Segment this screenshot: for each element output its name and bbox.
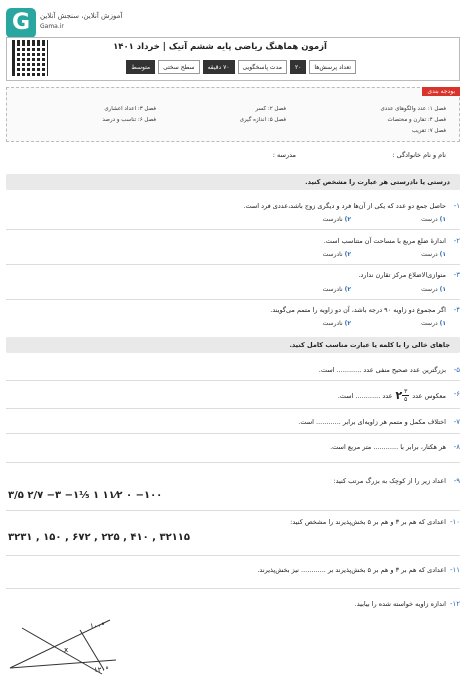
student-name-label: نام و نام خانوادگی : (392, 151, 446, 159)
option-label: نادرست (322, 286, 343, 293)
option-num: ۲) (344, 251, 351, 258)
question-text: اختلاف مکمل و متمم هر زاویه‌ای برابر ............ است. (298, 418, 446, 426)
divider (6, 264, 460, 265)
figure-line (22, 628, 102, 674)
question-number: ۶- (453, 390, 460, 398)
info-difficulty-value: متوسط (126, 60, 155, 74)
fraction (402, 388, 409, 403)
exam-title: آزمون هماهنگ ریاضی پایه ششم آتیک | خرداد ۱۴۰۱ (113, 42, 327, 52)
chapter-item: فصل ۴: تقارن و مختصات (387, 117, 446, 123)
angle-unknown-label: x (64, 646, 69, 654)
question-text-part: عدد ............ است. (337, 391, 393, 400)
question-text: حاصل جمع دو عدد که یکی از آن‌ها فرد و دیگری زوج باشد،عددی فرد است. (243, 202, 446, 210)
question-number: ۱- (453, 202, 460, 210)
question-number: ۹- (453, 477, 460, 485)
brand-site: Gama.ir (40, 23, 64, 30)
question-number: ۵- (453, 366, 460, 374)
angle-label: ۱۲۰° (94, 666, 109, 674)
brand-name: آموزش آنلاین، سنجش آنلاین (40, 12, 123, 20)
school-label: مدرسه : (272, 151, 296, 159)
chapter-item: فصل ۵: اندازه گیری (239, 117, 286, 123)
info-count-value: ۲۰ (290, 60, 306, 74)
question-text: اعدادی که هم بر ۳ و هم بر ۵ بخش‌پذیرند را مشخص کنید: (290, 518, 446, 526)
chapter-item: فصل ۱: عدد والگوهای عددی (380, 106, 446, 112)
divider (6, 555, 460, 556)
numbers-list: ۳۲۳۱ , ۱۵۰ , ۶۷۲ , ۲۲۵ , ۴۱۰ , ۳۲۱۱۵ (8, 532, 190, 543)
numbers-to-sort: ۳/۵ ۲/۷ −۳ −۱⅕ ۱ ۱۱⁄۲ ۰ −۱۰۰ (8, 490, 163, 501)
question-number: ۱۰- (449, 518, 460, 526)
option-label: درست (421, 286, 438, 293)
option-label: درست (421, 320, 438, 327)
question-number: ۴- (453, 306, 460, 314)
option-true[interactable] (421, 216, 446, 223)
divider (6, 510, 460, 511)
angle-figure (6, 612, 126, 684)
question-number: ۷- (453, 418, 460, 426)
chapter-item: فصل ۶: تناسب و درصد (102, 117, 156, 123)
qr-code-icon (12, 40, 48, 76)
section-fill: جاهای خالی را با کلمه یا عبارت مناسب کامل کنید. (6, 337, 460, 353)
question-number: ۱۱- (449, 566, 460, 574)
chapter-item: فصل ۲: کسر (255, 106, 286, 112)
exam-info-row (126, 60, 356, 74)
question-text: اندازهٔ ضلع مربع با مساحت آن متناسب است. (323, 237, 446, 245)
question-text: هر هکتار، برابر با ............ متر مربع است. (330, 443, 446, 451)
fraction-denominator: ۵ (404, 396, 408, 403)
chapters-box (6, 87, 460, 142)
option-num: ۱) (439, 320, 446, 327)
gama-logo (6, 8, 36, 38)
divider (6, 433, 460, 434)
fraction-whole: ۲ (395, 389, 403, 402)
section-truefalse: درستی یا نادرستی هر عبارت را مشخص کنید. (6, 174, 460, 190)
divider (6, 299, 460, 300)
question-number: ۱۲- (449, 600, 460, 608)
figure-line (80, 630, 104, 670)
option-num: ۱) (439, 216, 446, 223)
option-label: درست (421, 216, 438, 223)
info-count-label: تعداد پرسش‌ها (309, 60, 356, 74)
divider (6, 229, 460, 230)
question-number: ۸- (453, 443, 460, 451)
option-num: ۱) (439, 251, 446, 258)
question-number: ۳- (453, 271, 460, 279)
option-label: درست (421, 251, 438, 258)
question-text: اندازه زاویه خواسته شده را بیابید. (354, 600, 446, 608)
option-true[interactable] (421, 286, 446, 293)
question-text (338, 388, 446, 403)
question-text-part: معکوس عدد (412, 391, 446, 400)
option-true[interactable] (421, 320, 446, 327)
option-false[interactable] (323, 320, 351, 327)
info-difficulty-label: سطح سختی (158, 60, 199, 74)
question-text: اگر مجموع دو زاویه ۹۰ درجه باشد، آن دو زاویه را متمم می‌گویند. (270, 306, 446, 314)
info-duration-label: مدت پاسخگویی (238, 60, 287, 74)
divider (6, 408, 460, 409)
logo-letter: G (12, 10, 31, 35)
divider (6, 380, 460, 381)
option-num: ۲) (344, 216, 351, 223)
question-text: متوازی‌الاضلاع مرکز تقارن ندارد. (358, 271, 446, 279)
question-text: اعداد زیر را از کوچک به بزرگ مرتب کنید: (333, 477, 446, 485)
question-number: ۲- (453, 237, 460, 245)
option-false[interactable] (323, 286, 351, 293)
chapter-item: فصل ۳: اعداد اعشاری (104, 106, 156, 112)
option-false[interactable] (323, 216, 351, 223)
budget-badge: بودجه بندی (422, 87, 460, 96)
divider (6, 462, 460, 463)
mixed-fraction (396, 388, 410, 403)
question-text: اعدادی که هم بر ۳ و هم بر ۵ بخش‌پذیرند بر ............ نیز بخش‌پذیرند. (257, 566, 446, 574)
option-label: نادرست (322, 251, 343, 258)
option-label: نادرست (322, 320, 343, 327)
question-text: بزرگترین عدد صحیح منفی عدد ............ است. (318, 366, 446, 374)
info-duration-value: ۷۰ دقیقه (203, 60, 235, 74)
option-true[interactable] (421, 251, 446, 258)
fraction-numerator: ۳ (404, 388, 408, 395)
option-num: ۱) (439, 286, 446, 293)
option-num: ۲) (344, 320, 351, 327)
option-label: نادرست (322, 216, 343, 223)
option-false[interactable] (323, 251, 351, 258)
angle-label: ۱۰۰° (90, 622, 105, 630)
divider (6, 588, 460, 589)
option-num: ۲) (344, 286, 351, 293)
chapter-item: فصل ۷: تقریب (411, 128, 446, 134)
